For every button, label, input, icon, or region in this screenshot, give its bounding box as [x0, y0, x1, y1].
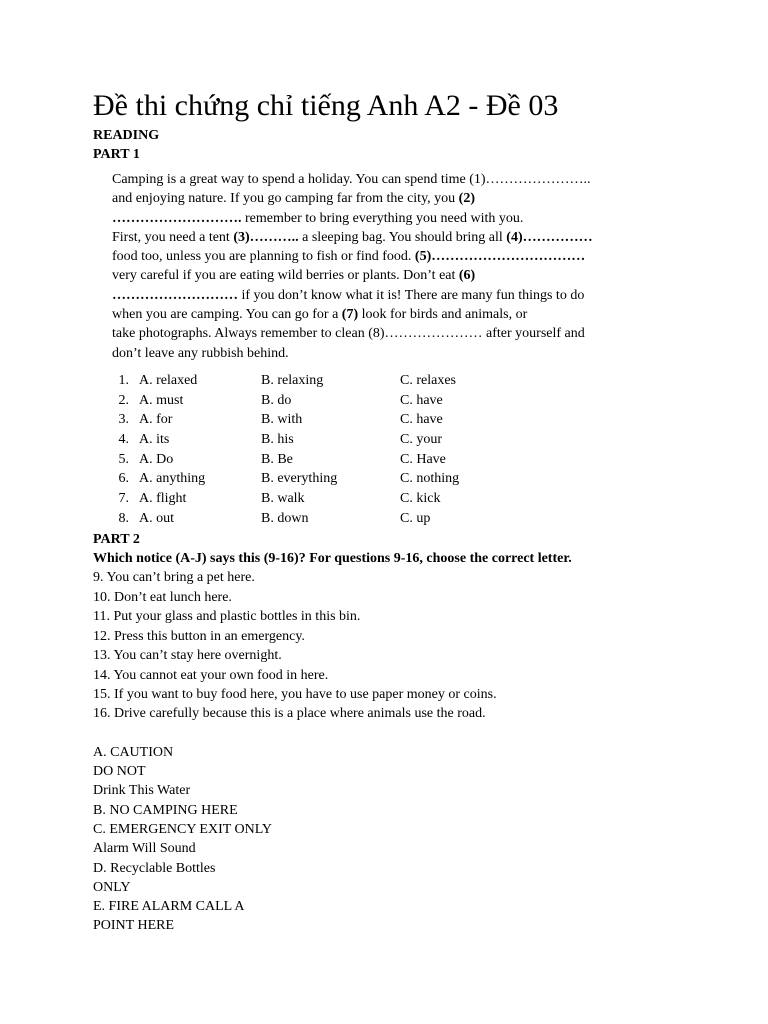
passage-line: ………………………. remember to bring everything you need with you.	[112, 210, 524, 226]
notice-line: E. FIRE ALARM CALL A	[93, 899, 245, 915]
option-b: B. everything	[261, 471, 338, 487]
option-c: C. nothing	[400, 471, 460, 487]
passage-line: First, you need a tent (3)……….. a sleeping bag. You should bring all (4)……………	[112, 229, 593, 245]
notice-line: D. Recyclable Bottles	[93, 860, 216, 876]
option-number: 5.	[118, 451, 129, 467]
answer-options	[115, 371, 713, 529]
option-number: 1.	[118, 372, 129, 388]
option-number: 4.	[118, 432, 129, 448]
option-row	[115, 489, 713, 509]
notice-line: DO NOT	[93, 764, 146, 780]
option-a: A. out	[139, 510, 174, 526]
section-heading: READING	[93, 128, 160, 143]
question-item: 11. Put your glass and plastic bottles in this bin.	[93, 609, 361, 625]
option-row	[115, 469, 713, 489]
option-a: A. relaxed	[139, 372, 198, 388]
option-row	[115, 450, 713, 470]
reading-passage	[112, 170, 652, 363]
blank-marker: ……………………….	[112, 210, 242, 226]
passage-line: ……………………… if you don’t know what it is! There are many fun things to do	[112, 287, 585, 303]
question-item: 14. You cannot eat your own food in here.	[93, 667, 329, 683]
option-a: A. must	[139, 392, 184, 408]
option-b: B. walk	[261, 491, 305, 507]
option-row	[115, 410, 713, 430]
notice-line: A. CAUTION	[93, 744, 174, 760]
page-title: Đề thi chứng chỉ tiếng Anh A2 - Đề 03	[93, 89, 559, 122]
blank-marker: (7)	[341, 307, 359, 323]
question-item: 9. You can’t bring a pet here.	[93, 570, 255, 586]
passage-line: when you are camping. You can go for a (7) look for birds and animals, or	[112, 307, 528, 323]
option-c: C. relaxes	[400, 372, 456, 388]
part2-instruction: Which notice (A-J) says this (9-16)? For questions 9-16, choose the correct letter.	[93, 551, 572, 567]
passage-line: don’t leave any rubbish behind.	[112, 345, 289, 361]
part2-section	[93, 530, 713, 935]
option-a: A. for	[139, 412, 173, 428]
option-a: A. its	[139, 432, 170, 448]
option-b: B. do	[261, 392, 292, 408]
option-number: 3.	[118, 412, 129, 428]
notice-list	[93, 743, 713, 936]
question-item: 10. Don’t eat lunch here.	[93, 589, 232, 605]
option-a: A. flight	[139, 491, 187, 507]
passage-line: food too, unless you are planning to fish or find food. (5)……………………………	[112, 249, 586, 265]
passage-line: and enjoying nature. If you go camping far from the city, you (2)	[112, 191, 475, 207]
question-list	[93, 568, 713, 723]
question-item: 16. Drive carefully because this is a place where animals use the road.	[93, 706, 486, 722]
passage-line: very careful if you are eating wild berries or plants. Don’t eat (6)	[112, 268, 476, 284]
option-b: B. Be	[261, 451, 293, 467]
option-number: 2.	[118, 392, 129, 408]
notice-line: ONLY	[93, 879, 131, 895]
passage-line: Camping is a great way to spend a holiday. You can spend time (1)…………………..	[112, 172, 591, 187]
option-row	[115, 430, 713, 450]
passage-line: take photographs. Always remember to clean (8)………………… after yourself and	[112, 326, 585, 342]
part1-heading: PART 1	[93, 147, 140, 162]
option-c: C. up	[400, 510, 431, 526]
option-a: A. Do	[139, 451, 174, 467]
option-c: C. have	[400, 412, 443, 428]
option-b: B. down	[261, 510, 309, 526]
question-item: 12. Press this button in an emergency.	[93, 628, 305, 644]
option-row	[115, 509, 713, 529]
option-number: 7.	[118, 491, 129, 507]
notice-line: B. NO CAMPING HERE	[93, 802, 238, 818]
option-a: A. anything	[139, 471, 206, 487]
blank-marker: (6)	[458, 268, 476, 284]
notice-line: POINT HERE	[93, 918, 175, 934]
option-c: C. your	[400, 432, 442, 448]
option-c: C. Have	[400, 451, 446, 467]
option-c: C. kick	[400, 491, 441, 507]
notice-line: Alarm Will Sound	[93, 841, 196, 857]
blank-marker: (2)	[458, 191, 475, 207]
option-c: C. have	[400, 392, 443, 408]
option-b: B. relaxing	[261, 372, 324, 388]
question-item: 13. You can’t stay here overnight.	[93, 648, 282, 664]
blank-marker: (3)………..	[233, 229, 299, 245]
question-item: 15. If you want to buy food here, you have to use paper money or coins.	[93, 686, 497, 702]
blank-marker: (4)……………	[506, 229, 593, 245]
notice-line: C. EMERGENCY EXIT ONLY	[93, 821, 273, 837]
blank-marker: (5)……………………………	[414, 249, 586, 265]
option-row	[115, 371, 713, 391]
option-number: 6.	[118, 471, 129, 487]
option-b: B. with	[261, 412, 303, 428]
option-number: 8.	[118, 510, 129, 526]
blank-marker: ………………………	[112, 287, 238, 303]
option-b: B. his	[261, 432, 294, 448]
exam-page	[93, 86, 713, 936]
part2-heading: PART 2	[93, 532, 140, 548]
option-row	[115, 391, 713, 411]
notice-line: Drink This Water	[93, 783, 191, 799]
